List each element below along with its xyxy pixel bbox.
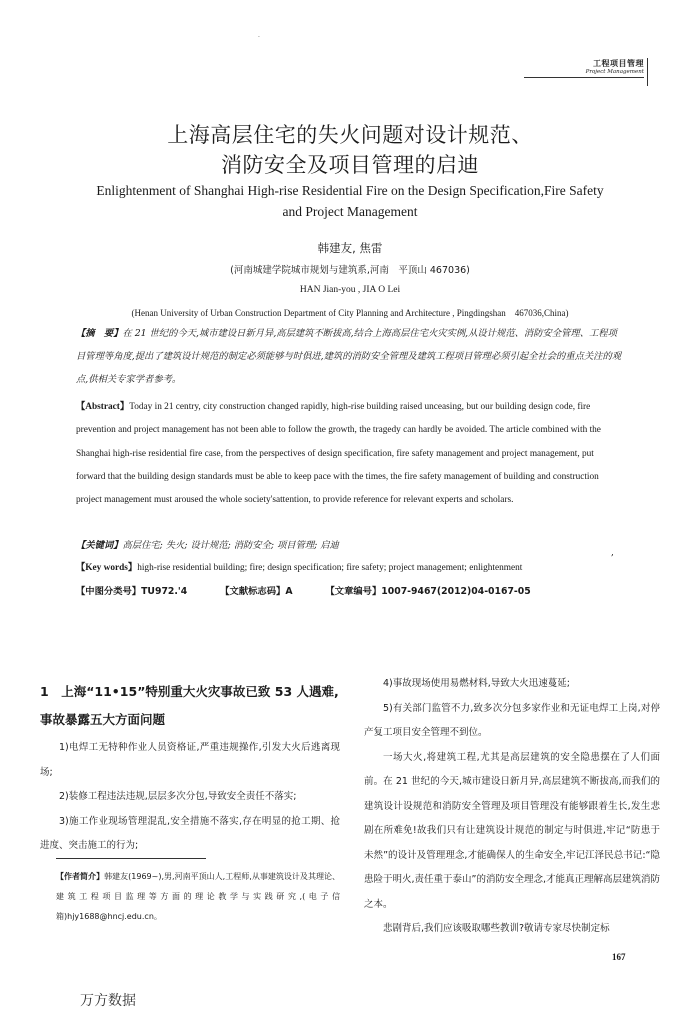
stray-mark: · (258, 34, 260, 41)
watermark: 万方数据 (80, 993, 136, 1009)
list-item: 5)有关部门监管不力,致多次分包多家作业和无证电焊工上岗,对停产复工项目安全管理不到位。 (364, 702, 660, 738)
section-heading: 1 上海“11•15”特别重大火灾事故已致 53 人遇难,事故暴露五大方面问题 (40, 684, 339, 727)
abstract-zh-label: 【摘 要】 (76, 328, 123, 339)
title-en-line2: and Project Management (282, 204, 418, 219)
title-en-line1: Enlightenment of Shanghai High-rise Residential Fire on the Design Specification,Fire Safety (96, 183, 604, 198)
footnote-text: 韩建友(1969~),男,河南平顶山人,工程师,从事建筑设计及其理论、建筑工程项目监理等方面的理论教学与实践研究,(电子信箱)hjy1688@hncj.edu.cn。 (56, 872, 340, 921)
title-zh (0, 120, 700, 180)
list-item: 4)事故现场使用易燃材料,导致大火迅速蔓延; (383, 678, 570, 689)
page-number: 167 (612, 952, 626, 962)
section-title-zh: 工程项目管理 (593, 59, 644, 68)
article-number: 【文章编号】1007-9467(2012)04-0167-05 (325, 586, 531, 597)
body-paragraph: 悲剧背后,我们应该吸取哪些教训?敬请专家尽快制定标 (383, 923, 610, 934)
list-item: 1)电焊工无特种作业人员资格证,严重违规操作,引发大火后逃离现场; (40, 742, 340, 778)
affiliation-en: (Henan University of Urban Construction Department of City Planning and Architecture , Pingdingshan 467036,China) (131, 308, 569, 318)
keywords-zh (76, 534, 624, 557)
keywords-en-text: high-rise residential building; fire; design specification; fire safety; project management; enlightenment (137, 563, 523, 573)
journal-section-tag (524, 58, 644, 78)
abstract-zh (76, 322, 624, 391)
abstract-en-label: 【Abstract】 (76, 402, 130, 412)
document-code: 【文献标志码】A (220, 586, 293, 597)
abstract-en-text: Today in 21 centry, city construction changed rapidly, high-rise building raised unceasing, but our building design code, fire prevention and project management has not been able to follow the growth, the tragedy can hardly be avoided. The article combined with the Shanghai high-rise residential fire case, from the perspectives of design specification, fire safety management and project management, put forward that the building design standards must be able to keep pace with the times, the fire safety management of building and construction project management must aroused the whole society'sattention, to provide reference for relevant experts and scholars. (76, 402, 601, 506)
footnote-label: 【作者简介】 (56, 872, 105, 881)
title-zh-line2: 消防安全及项目管理的启迪 (221, 153, 479, 177)
body-paragraph: 一场大火,将建筑工程,尤其是高层建筑的安全隐患摆在了人们面前。在 21 世纪的今天,城市建设日新月异,高层建筑不断拔高,而我们的建筑设计设规范和消防安全管理及项目管理没有能够跟着生长,发生悲剧在所难免!故我们只有让建筑设计规范的制定与时俱进,牢记“防患于未然”的设计及管理理念,才能确保人的生命安全,牢记江泽民总书记:“隐患险于明火,责任重于泰山”的消防安全理念,才能真正理解高层建筑消防之本。 (364, 751, 660, 910)
keywords-en (76, 557, 624, 580)
stray-dot: , (611, 548, 614, 558)
left-column (40, 678, 340, 859)
list-item: 3)施工作业现场管理混乱,安全措施不落实,存在明显的抢工期、抢进度、突击施工的行为; (40, 815, 340, 851)
authors-en: HAN Jian-you , JIA O Lei (299, 285, 401, 295)
title-en (60, 180, 640, 222)
title-zh-line1: 上海高层住宅的失火问题对设计规范、 (167, 123, 533, 147)
authors-zh: 韩建友, 焦雷 (317, 241, 383, 255)
author-footnote (56, 867, 340, 927)
classification-line (76, 580, 624, 603)
keywords-zh-text: 高层住宅; 失火; 设计规范; 消防安全; 项目管理; 启迪 (122, 540, 339, 551)
keywords-en-label: 【Key words】 (76, 563, 138, 573)
footnote-divider (56, 858, 206, 859)
keywords-zh-label: 【关键词】 (76, 540, 123, 551)
affiliation-zh: (河南城建学院城市规划与建筑系,河南 平顶山 467036) (230, 265, 470, 276)
section-rule (647, 58, 648, 86)
right-column (364, 672, 660, 942)
clc-code: 【中图分类号】TU972.'4 (76, 586, 188, 597)
abstract-en (76, 396, 624, 512)
section-title-en: Project Management (524, 69, 644, 78)
list-item: 2)装修工程违法违规,层层多次分包,导致安全责任不落实; (59, 791, 297, 802)
abstract-zh-text: 在 21 世纪的今天,城市建设日新月异,高层建筑不断拔高,结合上海高层住宅火灾实例,从设计规范、消防安全管理、工程项目管理等角度,提出了建筑设计规范的制定必须能够与时俱进,建筑的消防安全管理及建筑工程项目管理必须引起全社会的重点关注的观点,供相关专家学者参考。 (76, 328, 622, 385)
